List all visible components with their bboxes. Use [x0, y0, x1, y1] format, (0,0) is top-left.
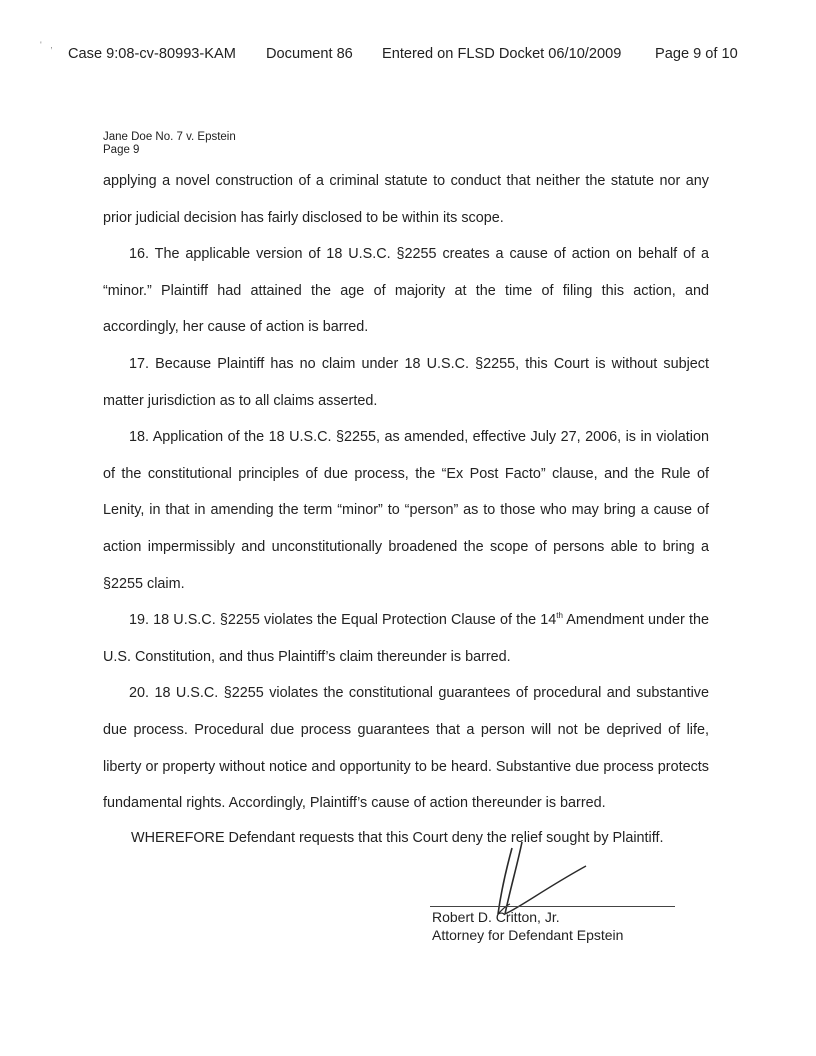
signature-block: [420, 858, 680, 948]
document-body: [103, 163, 709, 856]
scan-artifact: ' ,: [40, 40, 56, 50]
page-count: Page 9 of 10: [655, 46, 738, 62]
attorney-name: Robert D. Critton, Jr.: [432, 909, 560, 925]
case-caption: [103, 131, 236, 157]
docket-entry-date: Entered on FLSD Docket 06/10/2009: [382, 46, 622, 62]
paragraph-19-end: Amendment under the U.S. Constitution, and thus Plaintiff’s claim thereunder is barred.: [103, 612, 709, 665]
paragraph-17: 17. Because Plaintiff has no claim under 18 U.S.C. §2255, this Court is without subject matter jurisdiction as to all claims asserted.: [103, 355, 709, 409]
signature-line: [430, 906, 675, 907]
paragraph-16: 16. The applicable version of 18 U.S.C. §2255 creates a cause of action on behalf of a “minor.” Plaintiff had attained the age of majority at the time of filing this action, and accordingly, her cause of action is barred.: [103, 246, 709, 336]
caption-parties: Jane Doe No. 7 v. Epstein: [103, 131, 236, 143]
paragraph-20: 20. 18 U.S.C. §2255 violates the constitutional guarantees of procedural and substantive due process. Procedural due process guarantees that a person will not be deprived of life, liberty or property without notice and opportunity to be heard. Substantive due process protects fundamental rights. Accordingly, Plaintiff’s cause of action thereunder is barred.: [103, 685, 709, 812]
paragraph-19: [103, 602, 709, 675]
attorney-title: Attorney for Defendant Epstein: [432, 927, 624, 943]
continuation-paragraph: applying a novel construction of a criminal statute to conduct that neither the statute nor any prior judicial decision has fairly disclosed to be within its scope.: [103, 173, 709, 226]
ordinal-superscript: th: [556, 611, 563, 621]
document-number: Document 86: [266, 46, 353, 62]
wherefore-clause: WHEREFORE Defendant requests that this Court deny the relief sought by Plaintiff.: [131, 829, 664, 846]
paragraph-18: 18. Application of the 18 U.S.C. §2255, as amended, effective July 27, 2006, is in violation of the constitutional principles of due process, the “Ex Post Facto” clause, and the Rule of Lenity, in that in amending the term “minor” to “person” as to those who may bring a cause of action impermissibly and unconstitutionally broadened the scope of persons able to bring a §2255 claim.: [103, 429, 709, 592]
caption-page: Page 9: [103, 144, 140, 156]
paragraph-19-start: 19. 18 U.S.C. §2255 violates the Equal Protection Clause of the 14: [129, 612, 557, 629]
case-number: Case 9:08-cv-80993-KAM: [68, 46, 236, 62]
